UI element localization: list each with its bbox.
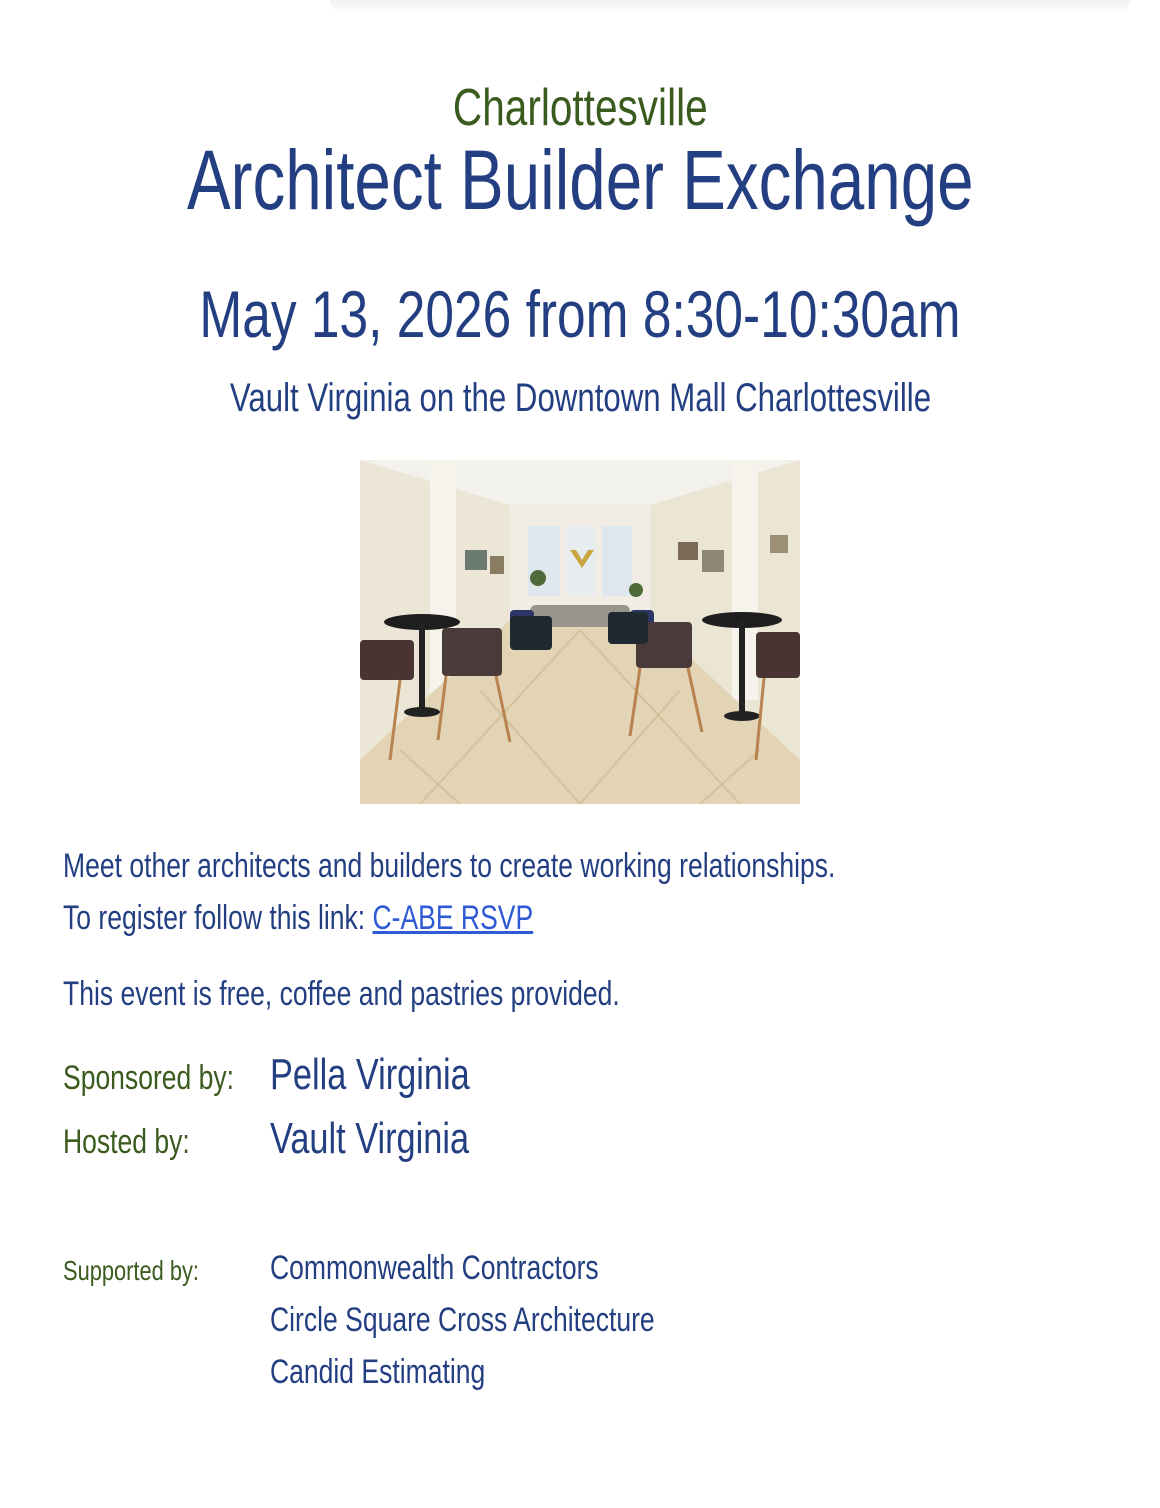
sponsored-by-label-text: Sponsored by:: [63, 1059, 235, 1097]
intro-text-content: Meet other architects and builders to create working relationships.: [63, 847, 836, 885]
register-prefix: To register follow this link:: [63, 899, 373, 937]
sponsor-name-text: Pella Virginia: [270, 1050, 470, 1099]
supporter-item-text: Candid Estimating: [270, 1353, 486, 1391]
venue-photo: [360, 460, 800, 804]
free-event-note-text: This event is free, coffee and pastries provided.: [63, 975, 620, 1013]
event-venue: [0, 374, 1160, 422]
free-event-note: [63, 974, 777, 1014]
supporter-item-text: Circle Square Cross Architecture: [270, 1301, 655, 1339]
supported-by-label: [63, 1254, 237, 1288]
register-line-content: [63, 898, 533, 938]
event-date-time-text: May 13, 2026 from 8:30-10:30am: [199, 277, 961, 351]
event-venue-text: Vault Virginia on the Downtown Mall Charlottesville: [229, 376, 931, 420]
rsvp-link[interactable]: C-ABE RSVP: [372, 899, 534, 937]
host-name: [270, 1114, 525, 1164]
event-date-time: [0, 276, 1160, 352]
supported-by-label-text: Supported by:: [63, 1255, 199, 1286]
hosted-by-label: [63, 1122, 226, 1162]
event-title: [0, 134, 1160, 226]
event-city-text: Charlottesville: [452, 79, 708, 137]
hosted-by-label-text: Hosted by:: [63, 1123, 190, 1161]
intro-text: [63, 846, 1053, 886]
register-line: [63, 898, 666, 938]
event-city-heading: [0, 78, 1160, 138]
sponsor-name: [270, 1050, 526, 1100]
supporter-item: [270, 1248, 691, 1288]
sponsored-by-label: [63, 1058, 282, 1098]
page-top-shadow: [330, 0, 1130, 14]
supporter-item-text: Commonwealth Contractors: [270, 1249, 599, 1287]
supporter-item: [270, 1300, 763, 1340]
host-name-text: Vault Virginia: [270, 1114, 470, 1163]
supporter-item: [270, 1352, 546, 1392]
event-title-text: Architect Builder Exchange: [186, 133, 974, 227]
